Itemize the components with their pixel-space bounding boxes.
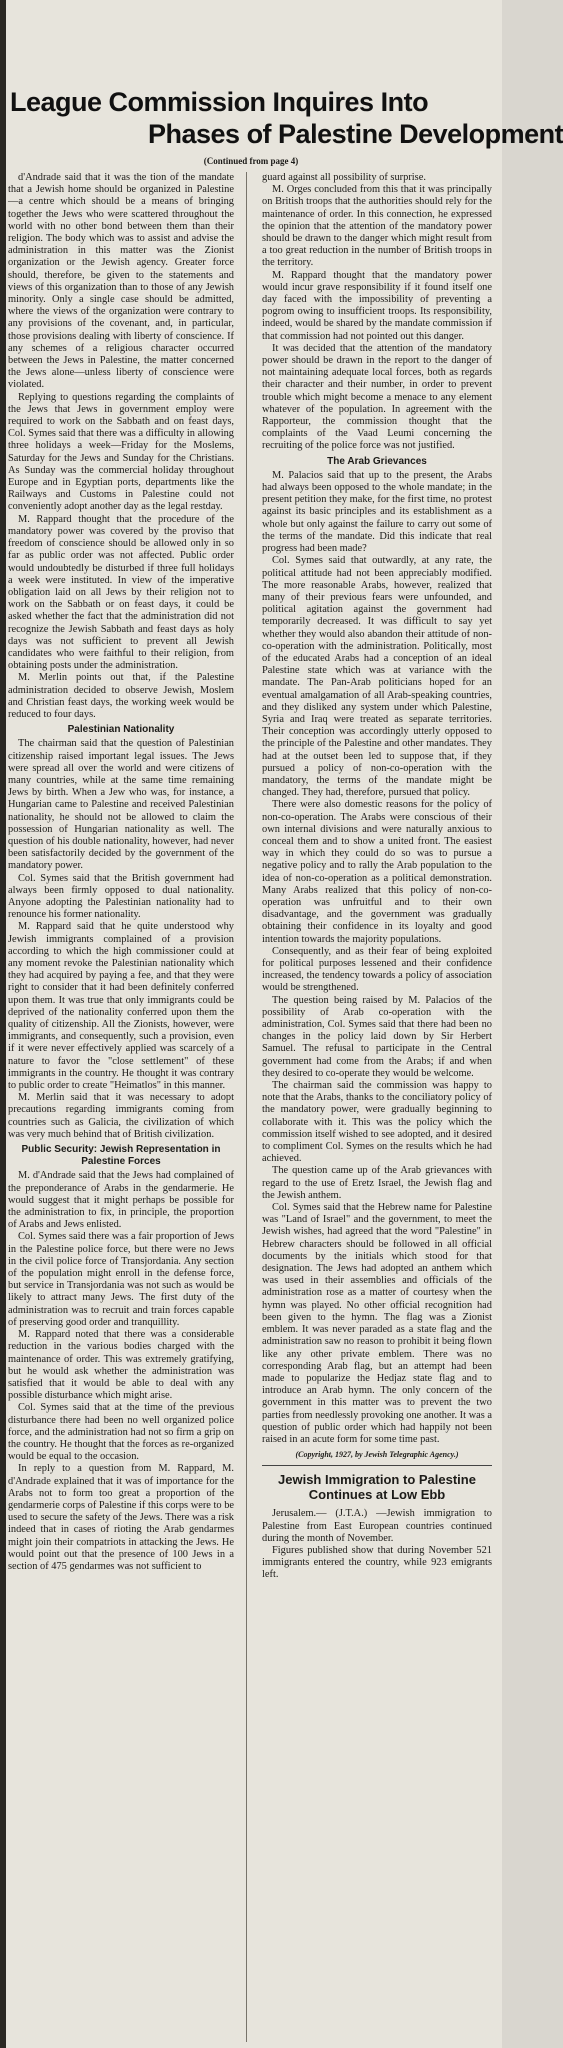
paragraph: It was decided that the attention of the mandatory power should be drawn in the report to the danger of not maintaining adequate local forces, both as regards their character and their number, in order to prevent trouble which might become a menace to any element whatever of the population. In agreement with the Rapporteur, the commission thought that the complaints of the Vaad Leumi concerning the recruiting of the police force was not justified. xyxy=(262,342,492,452)
paragraph: M. Merlin points out that, if the Palestine administration decided to observe Jewish, Moslem and Christian feast days, the working week would be reduced to four days. xyxy=(8,672,234,720)
paragraph: Replying to questions regarding the complaints of the Jews that Jews in government employ were required to work on the Sabbath and on feast days, Col. Symes said that there was a difficulty in allowing three holidays a week—Friday for the Moslems, Saturday for the Jews and Sunday for the Christians. As Sunday was the commercial holiday throughout Europe and in Egyptian ports, departments like the Railways and Customs in Palestine could not conveniently adopt another day as the legal restday. xyxy=(8,391,234,513)
paragraph: guard against all possibility of surprise. xyxy=(262,172,426,183)
paragraph: M. Rappard noted that there was a considerable reduction in the various bodies charged with the maintenance of order. This was extremely gratifying, but he would ask whether the administration was satisfied that it would be able to deal with any possible disturbance which might arise. xyxy=(8,1329,234,1402)
page-edge-shadow xyxy=(0,0,6,2048)
paragraph: M. Rappard thought that the procedure of the mandatory power was covered by the proviso that freedom of conscience should be allowed only in so far as public order was not affected. Public order would undoubtedly be disturbed if three full holidays a week were instituted. In view of the imperative obligation laid on all Jews by their religion not to work on the Sabbath or on feast days, it could be asked whether the fact that the administration did not recognize the Jewish Sabbath and feast days as holy days was not sufficient to prevent all Jewish candidates who were faithful to their religion, from obtaining posts under the administration. xyxy=(8,513,234,672)
subheading-arab-grievances: The Arab Grievances xyxy=(327,455,427,467)
paragraph: Col. Symes said that the British government had always been firmly opposed to dual nationality. Anyone adopting the Palestinian nationality had to renounce his former nationality. xyxy=(8,872,234,921)
paragraph: Col. Symes said that outwardly, at any rate, the political attitude had not been appreciably modified. The more reasonable Arabs, however, realized that many of their previous fears were unfounded, and political agitation against the government had temporarily decreased. It was difficult to say yet whether they would also abandon their attitude of non-co-operation with the administration. Politically, most of the educated Arabs had a conception of an ideal Palestine state which was at variance with the mandate. The Pan-Arab politicians hoped for an eventual amalgamation of all Arab-speaking countries, and they disliked any system under which Palestine, Syria and Iraq were treated as separate territories. Their conception was accordingly utterly opposed to the principle of the Palestine and other mandates. They had at the outset been led to suppose that, if they pursued a policy of non-co-operation with the mandatory, the terms of the mandate might be changed. They had, therefore, pursued that policy. xyxy=(262,555,492,799)
column-divider xyxy=(246,172,247,2042)
paragraph: Col. Symes said there was a fair proportion of Jews in the Palestine police force, but there were no Jews in the civil police force of Transjordania. Any section of the population might enroll in the defense force, but service in Transjordania was not such as would be likely to attract many Jews. The first duty of the administration was to recruit and train forces capable of preserving good order and tranquillity. xyxy=(8,1231,234,1328)
copyright-credit: (Copyright, 1927, by Jewish Telegraphic Agency.) xyxy=(295,1450,459,1460)
left-column xyxy=(8,172,234,2042)
headline-line-2: Phases of Palestine Development xyxy=(148,119,563,149)
paragraph: M. Rappard said that he quite understood why Jewish immigrants complained of a provision according to which the high commissioner could at any moment revoke the Palestinian nationality which they had acquired by paying a fee, and that they were right to consider that it had been definitely conferred upon them. It was true that only immigrants could be deprived of the nationality conferred upon them the quality of citizenship. All the Zionists, however, were immigrants, and consequently, such a provision, even if it were never effectively applied was scarcely of a nature to favor the "close settlement" of these immigrants in the country. He thought it was contrary to public order to create "Heimatlos" in this manner. xyxy=(8,921,234,1092)
paragraph: Jerusalem.— (J.T.A.) —Jewish immigration to Palestine from East European countries continued during the month of November. xyxy=(262,1508,492,1544)
paragraph: Col. Symes said that the Hebrew name for Palestine was "Land of Israel" and the government, to meet the Jewish wishes, had agreed that the word "Palestine" in Hebrew characters should be followed in all official documents by the initials which stood for that designation. The Jews had adopted an anthem which was used in their assemblies and officials of the administration rose as a matter of courtesy when the hymn was played. No other official recognition had been given to the hymn. The flag was a Zionist emblem. It was never paraded as a state flag and the administration saw no reason to prohibit it being flown like any other private emblem. There was no corresponding Arab flag, but an attempt had been made to popularize the Hedjaz state flag and to introduce an Arab hymn. The only concern of the government in this matter was to prevent the two parties from needlessly provoking one another. It was a question of public order which had happily not been raised in an acute form for some time past. xyxy=(262,1202,492,1445)
paragraph: The chairman said the commission was happy to note that the Arabs, thanks to the conciliatory policy of the mandatory power, were gradually beginning to collaborate with it. This was the policy which the commission itself wished to see adopted, and it desired to compliment Col. Symes on the results which he had achieved. xyxy=(262,1080,492,1165)
subheading-nationality: Palestinian Nationality xyxy=(67,724,175,736)
paragraph: Col. Symes said that at the time of the previous disturbance there had been no well organized police force, and the administration had not so firm a grip on the country. He thought that the forces as re-organized would be equal to the occasion. xyxy=(8,1402,234,1463)
paragraph: Figures published show that during November 521 immigrants entered the country, while 923 emigrants left. xyxy=(262,1544,492,1581)
paragraph: M. Rappard thought that the mandatory power would incur grave responsibility if it found itself one day faced with the impossibility of preventing a pogrom owing to insufficient troops. Its responsibility, indeed, would be shared by the mandate commission if that commission had not pointed out this danger. xyxy=(262,269,492,342)
right-column xyxy=(262,172,492,2042)
paragraph: Consequently, and as their fear of being exploited for political purposes lessened and their confidence increased, the tendency towards a policy of association would be strengthened. xyxy=(262,945,492,994)
paragraph: In reply to a question from M. Rappard, M. d'Andrade explained that it was of importance for the Arabs not to form too great a proportion of the gendarmerie corps of Palestine if this corps were to be used to secure the safety of the Jews. There was a risk indeed that in cases of rioting the Arab gendarmes might join their compatriots in attacking the Jews. He would point out that the presence of 100 Jews in a section of 475 gendarmes was not sufficient to xyxy=(8,1463,234,1572)
paragraph: The question being raised by M. Palacios of the possibility of Arab co-operation with the administration, Col. Symes said that there had been no changes in the policy laid down by Sir Herbert Samuel. The refusal to participate in the Central government had come from the Arabs; if and when they desired to co-operate they would be welcome. xyxy=(262,994,492,1079)
paragraph: The chairman said that the question of Palestinian citizenship raised important legal issues. The Jews were spread all over the world and were citizens of many countries, while at the same time remaining Jews by birth. When a Jew who was, for instance, a Hungarian came to Palestine and received Palestinian nationality, he should not be allowed to claim the possession of Hungarian nationality as well. The question of his double nationality, however, had never been satisfactorily decided by the government of the mandatory power. xyxy=(8,738,234,872)
paragraph: M. d'Andrade said that the Jews had complained of the preponderance of Arabs in the gendarmerie. He would suggest that it might perhaps be possible for the administration to fix, in principle, the proportion of Arabs and Jews enlisted. xyxy=(8,1170,234,1231)
paragraph: M. Orges concluded from this that it was principally on British troops that the authorities should rely for the maintenance of order. In this connection, he expressed the opinion that the attention of the mandatory power should be drawn to the danger which might result from a too great reduction in the number of British troops in the territory. xyxy=(262,184,492,269)
article-headline xyxy=(6,86,563,150)
paragraph: The question came up of the Arab grievances with regard to the use of Eretz Israel, the Jewish flag and the Jewish anthem. xyxy=(262,1165,492,1201)
section-rule xyxy=(262,1465,492,1466)
immigration-headline: Jewish Immigration to Palestine Continues at Low Ebb xyxy=(278,1472,476,1503)
paragraph: M. Merlin said that it was necessary to adopt precautions regarding immigrants coming from countries such as Galicia, the civilization of which was very much behind that of British civilization. xyxy=(8,1092,234,1140)
subheading-public-security: Public Security: Jewish Representation in Palestine Forces xyxy=(21,1144,221,1168)
continued-note: (Continued from page 4) xyxy=(203,156,299,166)
headline-line-1: League Commission Inquires Into xyxy=(10,87,429,117)
paragraph: M. Palacios said that up to the present, the Arabs had always been opposed to the whole mandate; in the present petition they make, for the first time, no protest against its basic principles and its establishment as a whole but only against the failure to carry out some of the terms of the mandate. Did this indicate that real progress had been made? xyxy=(262,469,492,555)
paragraph: There were also domestic reasons for the policy of non-co-operation. The Arabs were conscious of their own internal divisions and were naturally anxious to conceal them and to show a united front. The easiest way in which they could do so was to pursue a negative policy and to rally the Arab population to the idea of non-co-operation as a political demonstration. Many Arabs realized that this policy of non-co-operation was unfruitful and to their own disadvantage, and the government was gradually obtaining their confidence in its loyalty and good intention towards the majority populations. xyxy=(262,799,492,945)
paragraph: d'Andrade said that it was the tion of the mandate that a Jewish home should be organized in Palestine—a centre which should be a means of bringing together the Jews who were scattered throughout the world with no other bond between them than their religion. The body which was to assist and advise the administration in this matter was the Zionist organization or the Jewish agency. Greater force should, therefore, be given to the statements and views of this organization than to those of any Jewish minority. Only a single case should be admitted, where the views of the organization were contrary to any provisions of the covenant, and, in particular, those provisions dealing with liberty of conscience. If any schemes of a religious character occurred between the Jews in Palestine, the matter concerned the Jews alone—unless liberty of conscience were violated. xyxy=(8,172,234,391)
